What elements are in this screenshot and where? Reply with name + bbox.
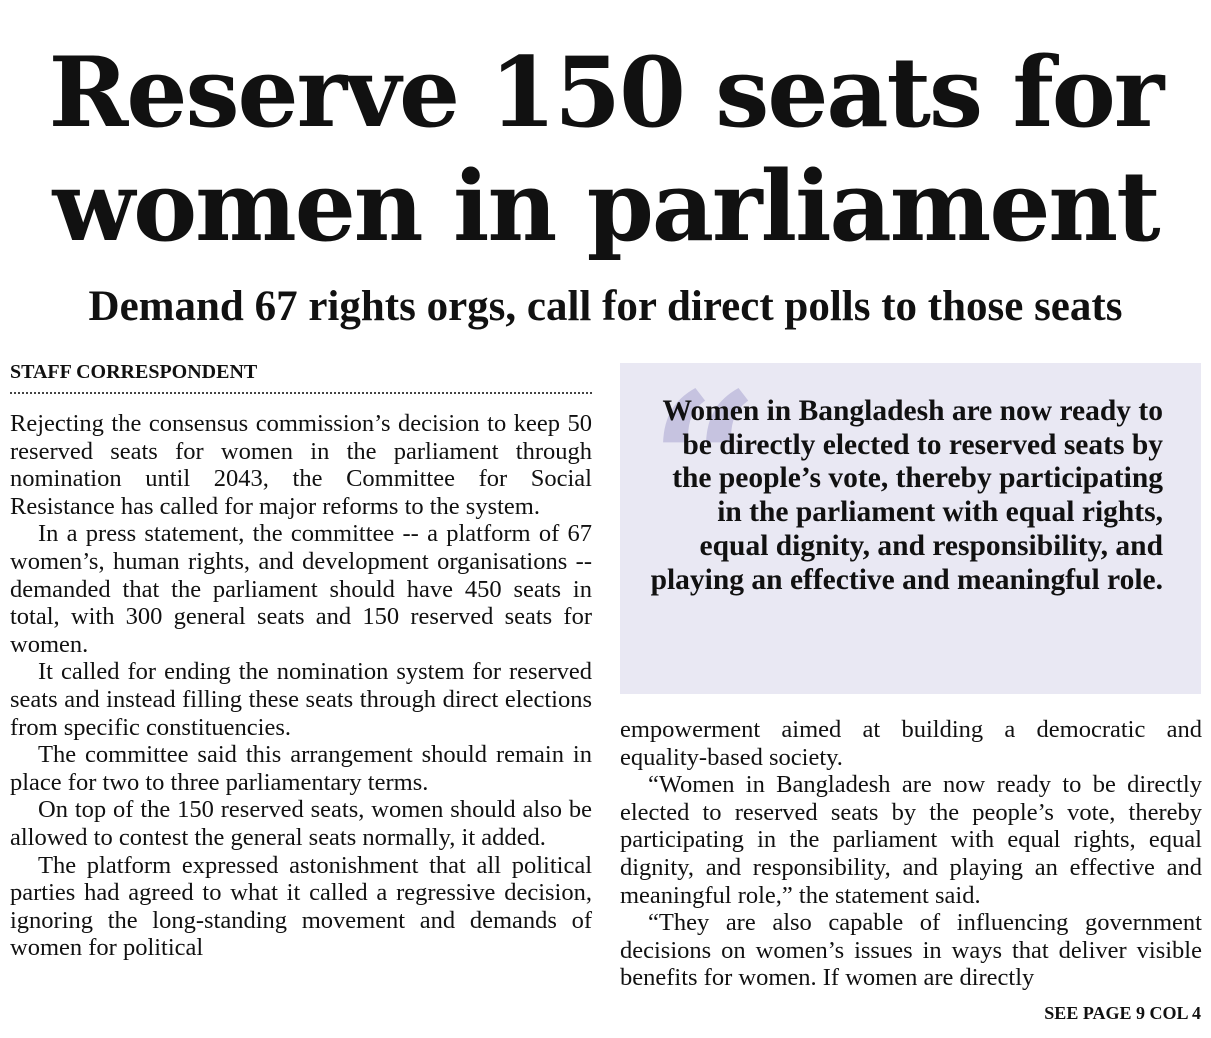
article-paragraph: It called for ending the nomination system for reserved seats and instead filling these seats through direct elections from specific constituencies. [10,658,592,741]
article-paragraph: The committee said this arrangement should remain in place for two to three parliamentary terms. [10,741,592,796]
article-paragraph: “They are also capable of influencing government decisions on women’s issues in ways that deliver visible benefits for women. If women are directly [620,909,1202,992]
headline-line-1: Reserve 150 seats for [48,36,1163,149]
quotation-mark-icon: “ [650,351,760,574]
article-paragraph: “Women in Bangladesh are now ready to be directly elected to reserved seats by the people’s vote, thereby participating in the parliament with equal rights, equal dignity, and responsibility, and playing an effective and meaningful role,” the statement said. [620,771,1202,909]
subheadline: Demand 67 rights orgs, call for direct polls to those seats [88,283,1123,330]
article-column-right [620,716,1202,992]
pull-quote-box [620,351,1201,694]
headline-line-2: women in parliament [52,150,1159,263]
article-paragraph: The platform expressed astonishment that all political parties had agreed to what it called a regressive decision, ignoring the long-standing movement and demands of women for political [10,851,592,962]
article-column-left [10,410,592,962]
article-paragraph: Rejecting the consensus commission’s decision to keep 50 reserved seats for women in the parliament through nomination until 2043, the Committee for Social Resistance has called for major reforms to the system. [10,410,592,520]
article-paragraph: On top of the 150 reserved seats, women should also be allowed to contest the general seats normally, it added. [10,796,592,851]
headline [0,36,1211,264]
continuation-jump-line: SEE PAGE 9 COL 4 [1044,1003,1201,1023]
article-paragraph: In a press statement, the committee -- a platform of 67 women’s, human rights, and development organisations -- demanded that the parliament should have 450 seats in total, with 300 general seats and 150 reserved seats for women. [10,520,592,658]
pull-quote-text: Women in Bangladesh are now ready to be directly elected to reserved seats by the people’s vote, thereby participating in the parliament with equal rights, equal dignity, and responsibility, and playing an effective and meaningful role. [650,395,1163,596]
article-paragraph: empowerment aimed at building a democratic and equality-based society. [620,716,1202,771]
byline: STAFF CORRESPONDENT [10,358,592,394]
